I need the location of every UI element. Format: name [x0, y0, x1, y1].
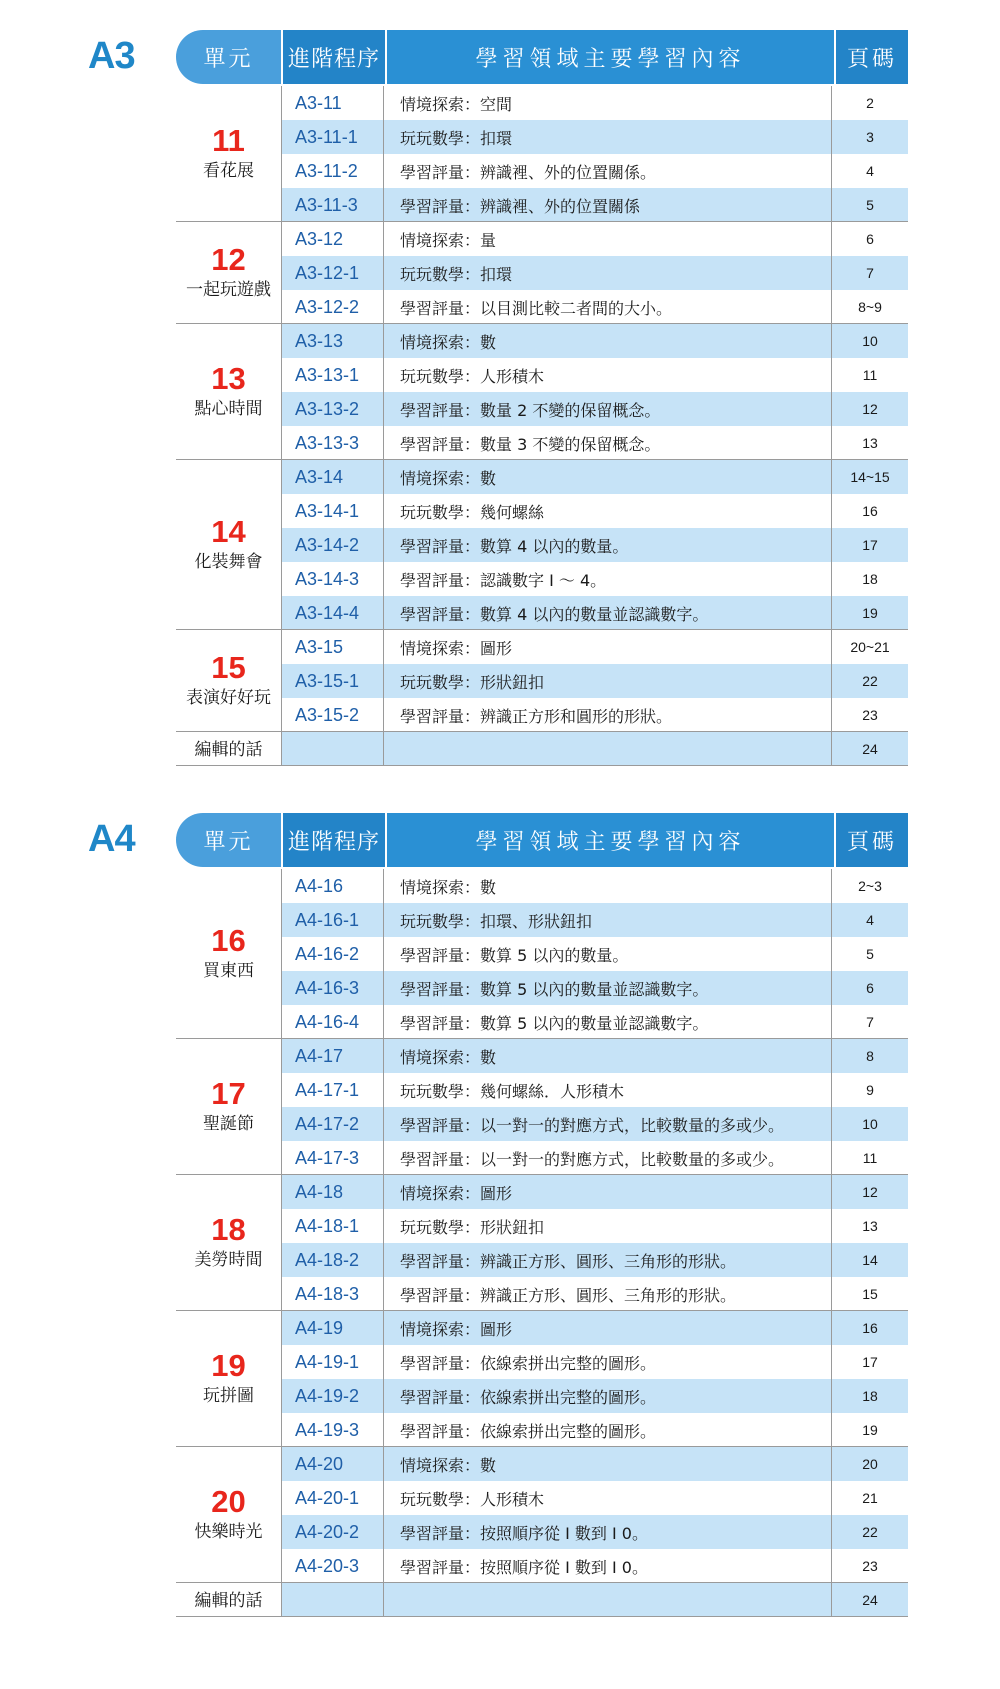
unit-cell — [176, 1447, 281, 1583]
table-row — [281, 120, 908, 154]
page-number: 14~15 — [831, 460, 908, 494]
page-number: 10 — [831, 324, 908, 358]
page-number: 16 — [831, 494, 908, 528]
step-code: A4-17-1 — [281, 1073, 384, 1107]
step-code — [281, 732, 384, 766]
unit-number: 18 — [211, 1211, 246, 1247]
table-row — [281, 1583, 908, 1617]
unit-name: 編輯的話 — [194, 1590, 263, 1611]
table-row — [281, 1209, 908, 1243]
step-code: A3-15 — [281, 630, 384, 664]
step-code: A3-14-3 — [281, 562, 384, 596]
table-row — [281, 1107, 908, 1141]
table-row — [281, 1039, 908, 1073]
learning-content: 學習評量：辨識正方形和圓形的形狀。 — [400, 706, 673, 726]
page-number: 17 — [831, 528, 908, 562]
learning-content: 學習評量：按照順序從 I 數到 I 0。 — [400, 1523, 648, 1543]
learning-content: 情境探索：圖形 — [400, 1183, 513, 1203]
header-page: 頁碼 — [836, 813, 908, 867]
step-code: A3-14-2 — [281, 528, 384, 562]
volume-label: A3 — [88, 35, 135, 77]
learning-content: 學習評量：以一對一的對應方式，比較數量的多或少。 — [400, 1149, 785, 1169]
step-code: A4-18-3 — [281, 1277, 384, 1311]
table-row — [281, 188, 908, 222]
learning-content: 學習評量：辨識裡、外的位置關係 — [400, 196, 641, 216]
unit-name: 編輯的話 — [194, 739, 263, 760]
page-number: 7 — [831, 256, 908, 290]
learning-content: 學習評量：依線索拼出完整的圖形。 — [400, 1387, 657, 1407]
step-code: A4-20-2 — [281, 1515, 384, 1549]
step-code: A4-16-4 — [281, 1005, 384, 1039]
table-row — [281, 1481, 908, 1515]
page-number: 19 — [831, 596, 908, 630]
step-code: A4-16-1 — [281, 903, 384, 937]
page-number: 7 — [831, 1005, 908, 1039]
unit-name: 玩拼圖 — [203, 1385, 254, 1406]
step-code: A3-12-1 — [281, 256, 384, 290]
table-row — [281, 1073, 908, 1107]
step-code: A4-16-3 — [281, 971, 384, 1005]
table-row — [281, 528, 908, 562]
step-code: A3-14 — [281, 460, 384, 494]
page-number: 23 — [831, 1549, 908, 1583]
page-number: 4 — [831, 154, 908, 188]
learning-content: 學習評量：數算 4 以內的數量並認識數字。 — [400, 604, 709, 624]
table-row — [281, 971, 908, 1005]
page-number: 23 — [831, 698, 908, 732]
learning-content: 玩玩數學：幾何螺絲 — [400, 502, 545, 522]
step-code: A4-16 — [281, 869, 384, 903]
table-row — [281, 154, 908, 188]
table-row — [281, 1005, 908, 1039]
page-number: 13 — [831, 1209, 908, 1243]
step-code: A3-15-2 — [281, 698, 384, 732]
learning-content: 玩玩數學：扣環、形狀鈕扣 — [400, 911, 593, 931]
table-header — [176, 813, 908, 867]
step-code: A4-17-3 — [281, 1141, 384, 1175]
step-code: A4-19-3 — [281, 1413, 384, 1447]
volume-label: A4 — [88, 818, 135, 860]
unit-cell — [176, 222, 281, 324]
learning-content: 玩玩數學：扣環 — [400, 264, 513, 284]
page-number: 5 — [831, 188, 908, 222]
header-unit: 單元 — [176, 30, 281, 84]
step-code: A4-18-1 — [281, 1209, 384, 1243]
learning-content: 學習評量：數算 5 以內的數量並認識數字。 — [400, 979, 709, 999]
table-row — [281, 290, 908, 324]
page-number: 16 — [831, 1311, 908, 1345]
step-code: A4-19-1 — [281, 1345, 384, 1379]
unit-name: 買東西 — [203, 960, 254, 981]
unit-cell — [176, 732, 281, 766]
page-number: 13 — [831, 426, 908, 460]
learning-content: 情境探索：量 — [400, 230, 497, 250]
step-code: A3-14-1 — [281, 494, 384, 528]
unit-number: 12 — [211, 241, 246, 277]
page-number: 9 — [831, 1073, 908, 1107]
page-number: 6 — [831, 222, 908, 256]
learning-content: 情境探索：數 — [400, 1455, 497, 1475]
header-content: 學習領域主要學習內容 — [387, 813, 834, 867]
page-number: 2 — [831, 86, 908, 120]
learning-content: 情境探索：數 — [400, 1047, 497, 1067]
learning-content: 學習評量：依線索拼出完整的圖形。 — [400, 1421, 657, 1441]
step-code: A4-20 — [281, 1447, 384, 1481]
table-row — [281, 1311, 908, 1345]
table-row — [281, 494, 908, 528]
table-row — [281, 1345, 908, 1379]
learning-content: 情境探索：數 — [400, 332, 497, 352]
table-row — [281, 1175, 908, 1209]
step-code: A4-19-2 — [281, 1379, 384, 1413]
page-number: 22 — [831, 664, 908, 698]
header-step: 進階程序 — [283, 30, 385, 84]
page-number: 4 — [831, 903, 908, 937]
header-step: 進階程序 — [283, 813, 385, 867]
unit-number: 17 — [211, 1075, 246, 1111]
learning-content: 學習評量：以一對一的對應方式，比較數量的多或少。 — [400, 1115, 785, 1135]
learning-content: 學習評量：數算 5 以內的數量並認識數字。 — [400, 1013, 709, 1033]
page-number: 21 — [831, 1481, 908, 1515]
unit-cell — [176, 460, 281, 630]
table-row — [281, 1549, 908, 1583]
table-row — [281, 937, 908, 971]
learning-content: 學習評量：辨識正方形、圓形、三角形的形狀。 — [400, 1251, 737, 1271]
page-number: 6 — [831, 971, 908, 1005]
step-code: A3-13-1 — [281, 358, 384, 392]
page-number: 14 — [831, 1243, 908, 1277]
unit-cell — [176, 86, 281, 222]
step-code: A3-11 — [281, 86, 384, 120]
table-row — [281, 1379, 908, 1413]
unit-name: 點心時間 — [194, 398, 263, 419]
page-number: 5 — [831, 937, 908, 971]
table-row — [281, 630, 908, 664]
unit-cell — [176, 1311, 281, 1447]
unit-number: 11 — [212, 122, 245, 158]
page-number: 3 — [831, 120, 908, 154]
learning-content: 情境探索：圖形 — [400, 1319, 513, 1339]
table-header — [176, 30, 908, 84]
unit-cell — [176, 1175, 281, 1311]
step-code: A4-17 — [281, 1039, 384, 1073]
page-number: 11 — [831, 1141, 908, 1175]
learning-content: 學習評量：數量 2 不變的保留概念。 — [400, 400, 661, 420]
unit-separator — [281, 765, 908, 766]
step-code: A4-16-2 — [281, 937, 384, 971]
table-row — [281, 392, 908, 426]
learning-content: 情境探索：圖形 — [400, 638, 513, 658]
table-row — [281, 324, 908, 358]
page-number: 8~9 — [831, 290, 908, 324]
unit-name: 看花展 — [203, 160, 254, 181]
learning-content: 情境探索：數 — [400, 877, 497, 897]
page-number: 12 — [831, 392, 908, 426]
unit-separator — [281, 1616, 908, 1617]
unit-cell — [176, 1583, 281, 1617]
unit-cell — [176, 869, 281, 1039]
table-row — [281, 903, 908, 937]
step-code: A3-13-2 — [281, 392, 384, 426]
table-row — [281, 869, 908, 903]
page-number: 12 — [831, 1175, 908, 1209]
page-number: 15 — [831, 1277, 908, 1311]
learning-content: 學習評量：按照順序從 I 數到 I 0。 — [400, 1557, 648, 1577]
unit-name: 一起玩遊戲 — [186, 279, 271, 300]
step-code: A4-17-2 — [281, 1107, 384, 1141]
learning-content: 玩玩數學：扣環 — [400, 128, 513, 148]
learning-content: 學習評量：以目測比較二者間的大小。 — [400, 298, 673, 318]
learning-content — [384, 732, 831, 766]
learning-content: 學習評量：辨識正方形、圓形、三角形的形狀。 — [400, 1285, 737, 1305]
table-row — [281, 426, 908, 460]
table-row — [281, 1413, 908, 1447]
step-code: A3-12-2 — [281, 290, 384, 324]
header-unit: 單元 — [176, 813, 281, 867]
step-code: A4-20-1 — [281, 1481, 384, 1515]
table-row — [281, 86, 908, 120]
learning-content — [384, 1583, 831, 1617]
table-row — [281, 562, 908, 596]
step-code: A4-18 — [281, 1175, 384, 1209]
learning-content: 玩玩數學：形狀鈕扣 — [400, 1217, 545, 1237]
unit-number: 19 — [211, 1347, 246, 1383]
page-number: 19 — [831, 1413, 908, 1447]
unit-name: 快樂時光 — [194, 1521, 263, 1542]
page-number: 22 — [831, 1515, 908, 1549]
step-code: A3-11-3 — [281, 188, 384, 222]
table-row — [281, 732, 908, 766]
page-number: 11 — [831, 358, 908, 392]
header-content: 學習領域主要學習內容 — [387, 30, 834, 84]
unit-name: 聖誕節 — [203, 1113, 254, 1134]
step-code: A3-14-4 — [281, 596, 384, 630]
learning-content: 學習評量：數量 3 不變的保留概念。 — [400, 434, 661, 454]
step-code: A3-12 — [281, 222, 384, 256]
unit-cell — [176, 1039, 281, 1175]
page-number: 2~3 — [831, 869, 908, 903]
page-number: 10 — [831, 1107, 908, 1141]
page-number: 20~21 — [831, 630, 908, 664]
unit-number: 15 — [211, 649, 246, 685]
learning-content: 情境探索：空間 — [400, 94, 513, 114]
page-number: 8 — [831, 1039, 908, 1073]
unit-number: 13 — [211, 360, 246, 396]
learning-content: 學習評量：數算 4 以內的數量。 — [400, 536, 629, 556]
step-code: A4-18-2 — [281, 1243, 384, 1277]
table-row — [281, 664, 908, 698]
unit-number: 20 — [211, 1483, 246, 1519]
table-row — [281, 1447, 908, 1481]
table-row — [281, 698, 908, 732]
step-code: A3-11-1 — [281, 120, 384, 154]
page-number: 20 — [831, 1447, 908, 1481]
unit-cell — [176, 630, 281, 732]
page-number: 18 — [831, 562, 908, 596]
step-code: A4-19 — [281, 1311, 384, 1345]
learning-content: 玩玩數學：人形積木 — [400, 1489, 545, 1509]
learning-content: 玩玩數學：人形積木 — [400, 366, 545, 386]
learning-content: 玩玩數學：幾何螺絲．人形積木 — [400, 1081, 625, 1101]
learning-content: 學習評量：數算 5 以內的數量。 — [400, 945, 629, 965]
page-number: 24 — [831, 1583, 908, 1617]
step-code: A3-11-2 — [281, 154, 384, 188]
unit-name: 化裝舞會 — [194, 551, 263, 572]
table-row — [281, 596, 908, 630]
step-code: A3-13 — [281, 324, 384, 358]
table-row — [281, 1515, 908, 1549]
unit-cell — [176, 324, 281, 460]
unit-name: 美勞時間 — [194, 1249, 263, 1270]
learning-content: 學習評量：認識數字 I ～ 4。 — [400, 570, 607, 590]
table-row — [281, 1141, 908, 1175]
page-number: 17 — [831, 1345, 908, 1379]
page-number: 24 — [831, 732, 908, 766]
header-page: 頁碼 — [836, 30, 908, 84]
page-number: 18 — [831, 1379, 908, 1413]
unit-name: 表演好好玩 — [186, 687, 271, 708]
table-row — [281, 222, 908, 256]
table-row — [281, 1277, 908, 1311]
learning-content: 玩玩數學：形狀鈕扣 — [400, 672, 545, 692]
learning-content: 情境探索：數 — [400, 468, 497, 488]
table-row — [281, 460, 908, 494]
step-code: A3-15-1 — [281, 664, 384, 698]
step-code: A4-20-3 — [281, 1549, 384, 1583]
table-row — [281, 358, 908, 392]
unit-number: 16 — [211, 922, 246, 958]
learning-content: 學習評量：辨識裡、外的位置關係。 — [400, 162, 657, 182]
unit-number: 14 — [211, 513, 246, 549]
step-code: A3-13-3 — [281, 426, 384, 460]
table-row — [281, 256, 908, 290]
table-row — [281, 1243, 908, 1277]
learning-content: 學習評量：依線索拼出完整的圖形。 — [400, 1353, 657, 1373]
step-code — [281, 1583, 384, 1617]
